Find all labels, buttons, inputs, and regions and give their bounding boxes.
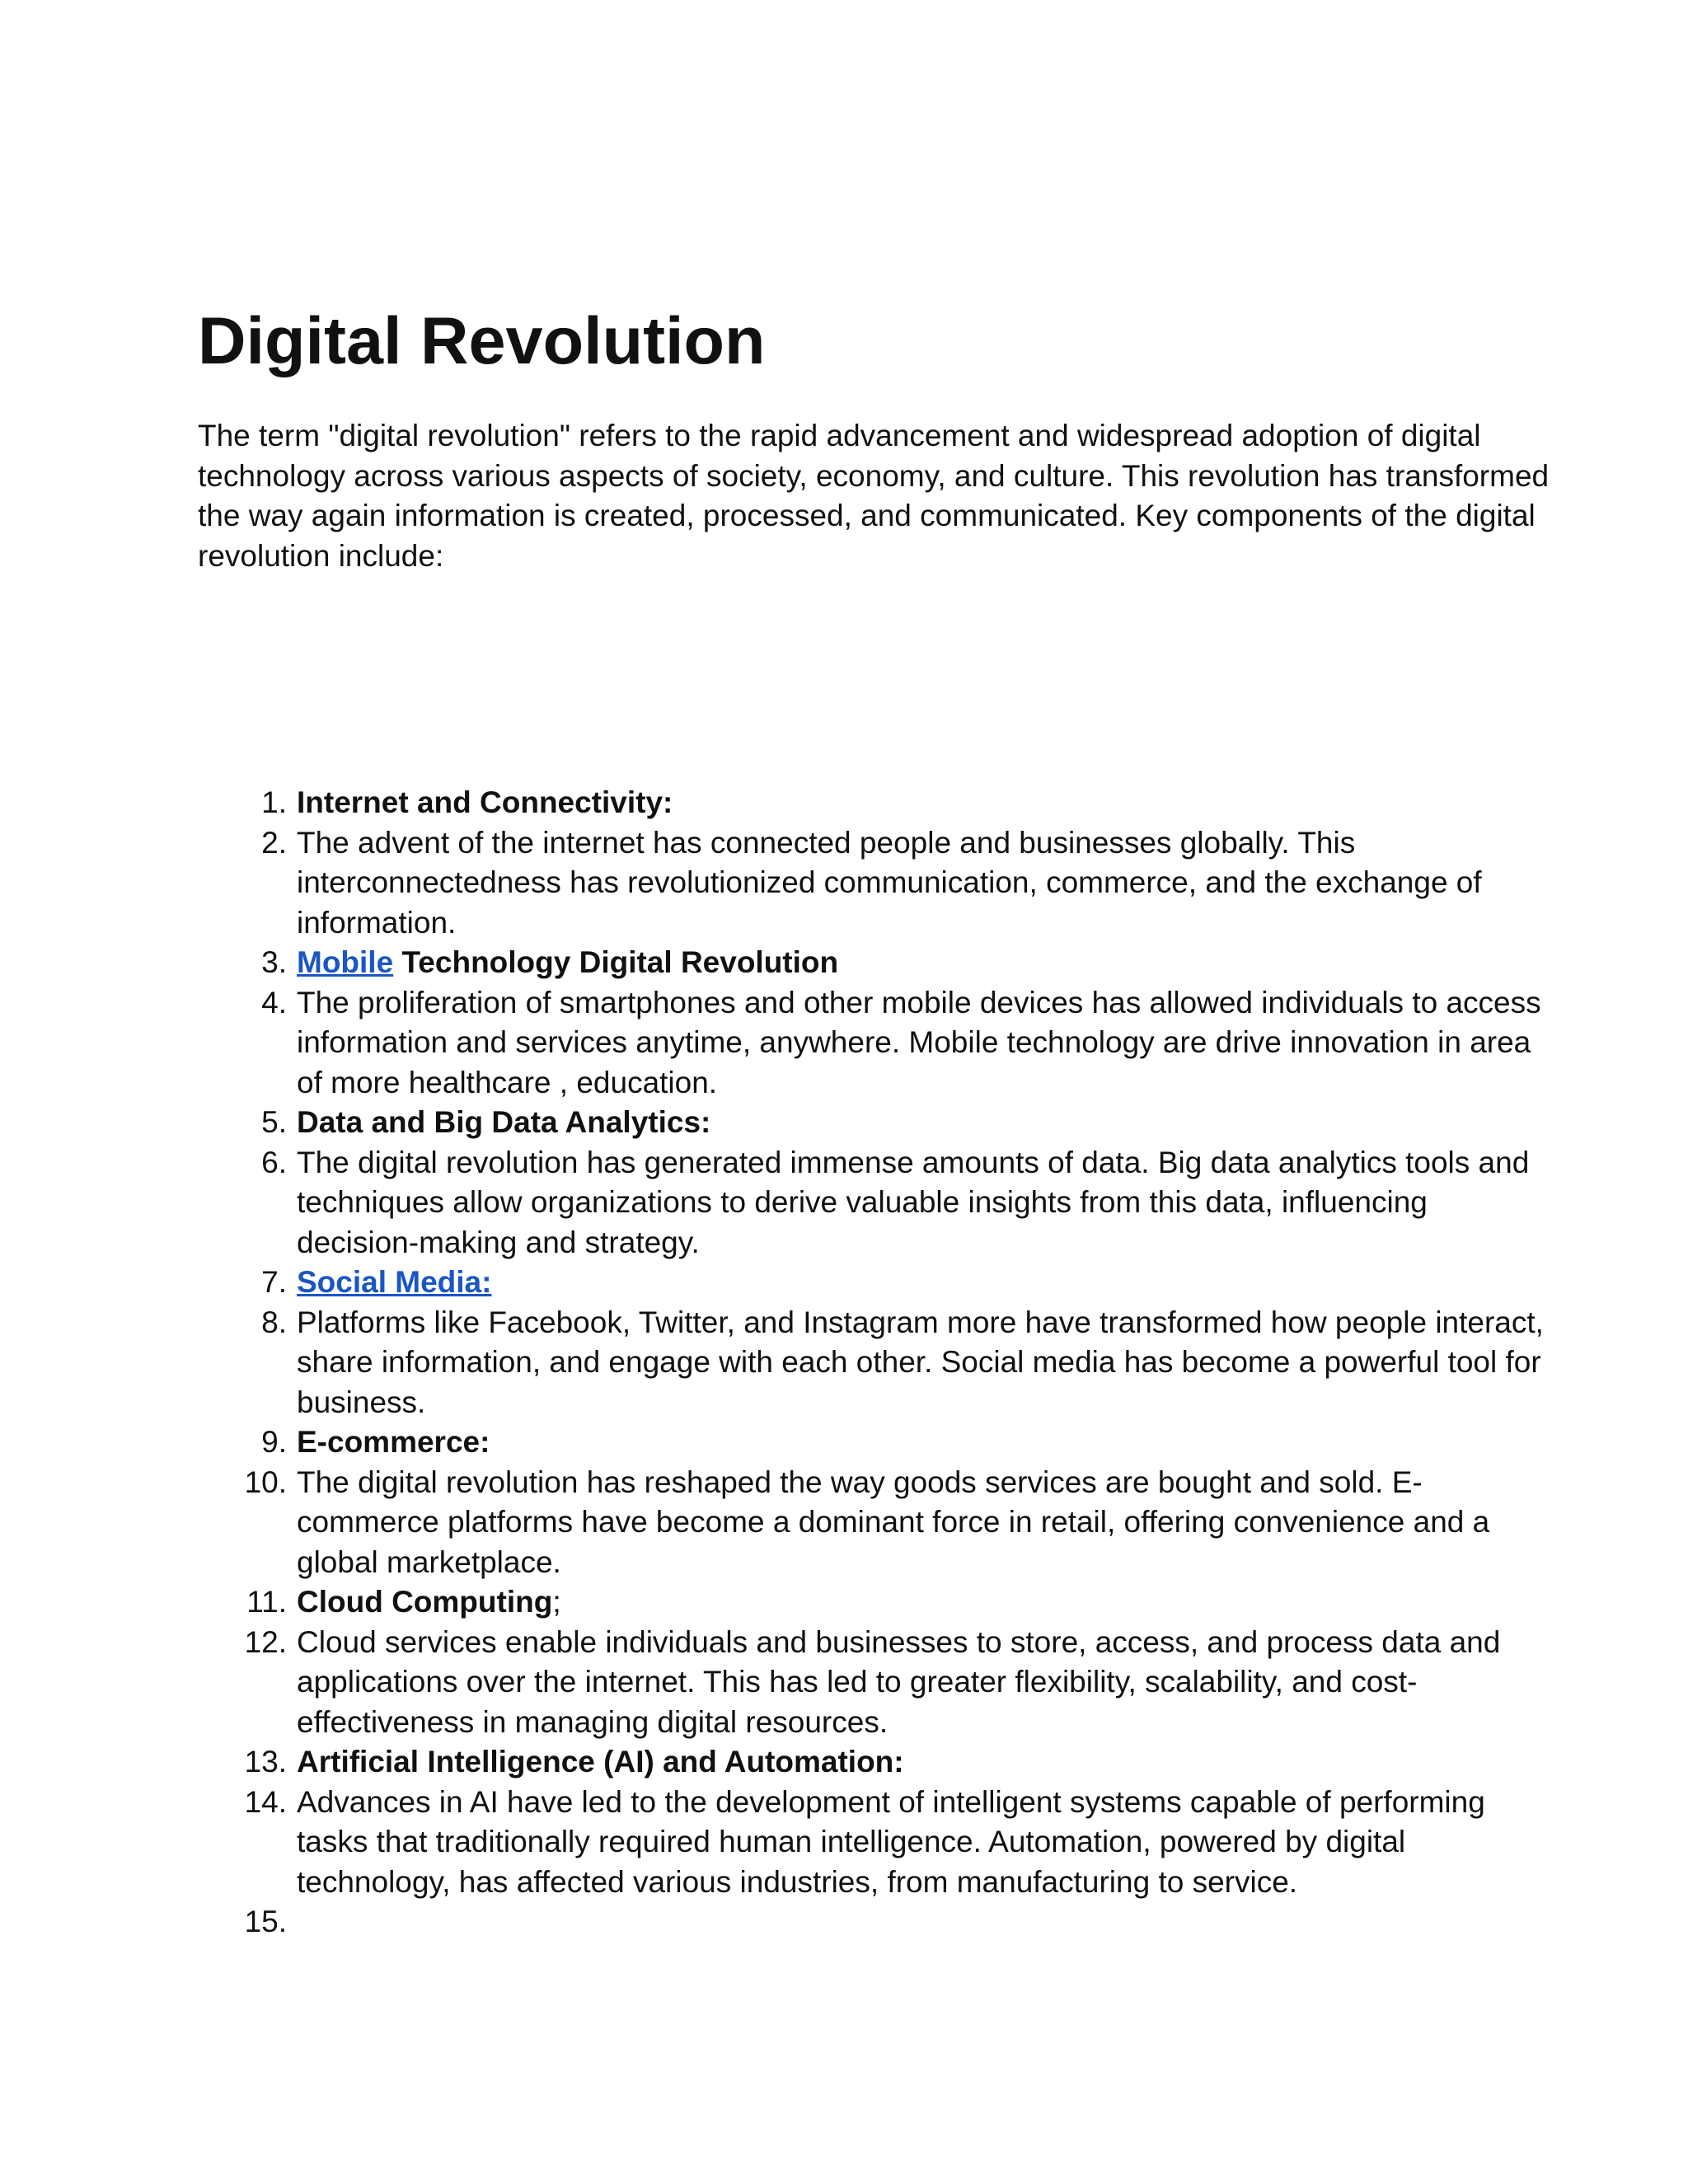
list-item-text: The digital revolution has generated immense amounts of data. Big data analytics tools and techniques allow organizations to derive valuable insights from this data, influencing decision-making and strategy. (297, 1145, 1530, 1259)
list-number: 3. (261, 945, 287, 979)
list-item (198, 1422, 1550, 1463)
section-heading: Artificial Intelligence (AI) and Automation: (297, 1745, 904, 1779)
list-item-content (297, 1263, 1550, 1303)
section-heading: Cloud Computing (297, 1585, 553, 1619)
list-number: 12. (244, 1624, 287, 1659)
mobile-link[interactable]: Mobile (297, 945, 394, 979)
list-item (198, 1783, 1550, 1903)
list-item-text: Cloud services enable individuals and businesses to store, access, and process data and applications over the internet. This has led to greater flexibility, scalability, and cost-effectiveness in managing digital resources. (297, 1624, 1501, 1739)
list-item-text: The advent of the internet has connected people and businesses globally. This interconnectedness has revolutionized communication, commerce, and the exchange of information. (297, 825, 1482, 940)
list-item-text: The proliferation of smartphones and other mobile devices has allowed individuals to access information and services anytime, anywhere. Mobile technology are drive innovation in area of more healthcare , education. (297, 985, 1541, 1099)
list-item-content (297, 1582, 1550, 1623)
list-number: 1. (261, 785, 287, 819)
list-number: 13. (244, 1745, 287, 1779)
list-item (198, 1902, 1550, 1943)
intro-paragraph: The term "digital revolution" refers to the rapid advancement and widespread adoption of digital technology across various aspects of society, economy, and culture. This revolution has transformed the way again information is created, processed, and communicated. Key components of the digital revolution include: (198, 419, 1550, 573)
list-item (198, 1623, 1550, 1743)
list-item (198, 1103, 1550, 1143)
section-heading: Internet and Connectivity: (297, 785, 673, 819)
list-item (198, 1463, 1550, 1583)
list-item-content (297, 1103, 1550, 1143)
list-item-text: The digital revolution has reshaped the way goods services are bought and sold. E-commerce platforms have become a dominant force in retail, offering convenience and a global marketplace. (297, 1465, 1490, 1579)
components-list (198, 783, 1550, 1943)
list-number: 11. (246, 1585, 287, 1619)
list-item-content (297, 943, 1550, 983)
section-heading: E-commerce: (297, 1425, 490, 1459)
list-number: 14. (244, 1784, 287, 1819)
list-number: 10. (244, 1465, 287, 1499)
page-title: Digital Revolution (198, 304, 766, 378)
list-number: 4. (261, 985, 287, 1019)
list-number: 7. (261, 1265, 287, 1299)
list-item (198, 1742, 1550, 1783)
list-item (198, 1582, 1550, 1623)
list-item-content (297, 1742, 1550, 1783)
section-heading: Technology Digital Revolution (393, 945, 839, 979)
list-item (198, 783, 1550, 823)
list-number: 8. (261, 1305, 287, 1339)
list-number: 5. (261, 1105, 287, 1139)
list-item (198, 983, 1550, 1104)
heading-suffix: ; (552, 1585, 561, 1619)
list-item (198, 1303, 1550, 1423)
list-item-content (297, 783, 1550, 823)
list-item (198, 1143, 1550, 1263)
list-number: 15. (244, 1905, 287, 1938)
list-item-content (297, 1422, 1550, 1463)
list-number: 2. (261, 825, 287, 860)
list-number: 9. (261, 1425, 287, 1459)
social-media-link[interactable]: Social Media: (297, 1265, 492, 1299)
list-item (198, 823, 1550, 944)
list-number: 6. (261, 1145, 287, 1179)
list-item (198, 943, 1550, 983)
list-item-text: Advances in AI have led to the development of intelligent systems capable of performing tasks that traditionally required human intelligence. Automation, powered by digital technology, has affected various industries, from manufacturing to service. (297, 1784, 1485, 1899)
list-item-text: Platforms like Facebook, Twitter, and Instagram more have transformed how people interact, share information, and engage with each other. Social media has become a powerful tool for business. (297, 1305, 1544, 1419)
list-item (198, 1263, 1550, 1303)
section-heading: Data and Big Data Analytics: (297, 1105, 711, 1139)
